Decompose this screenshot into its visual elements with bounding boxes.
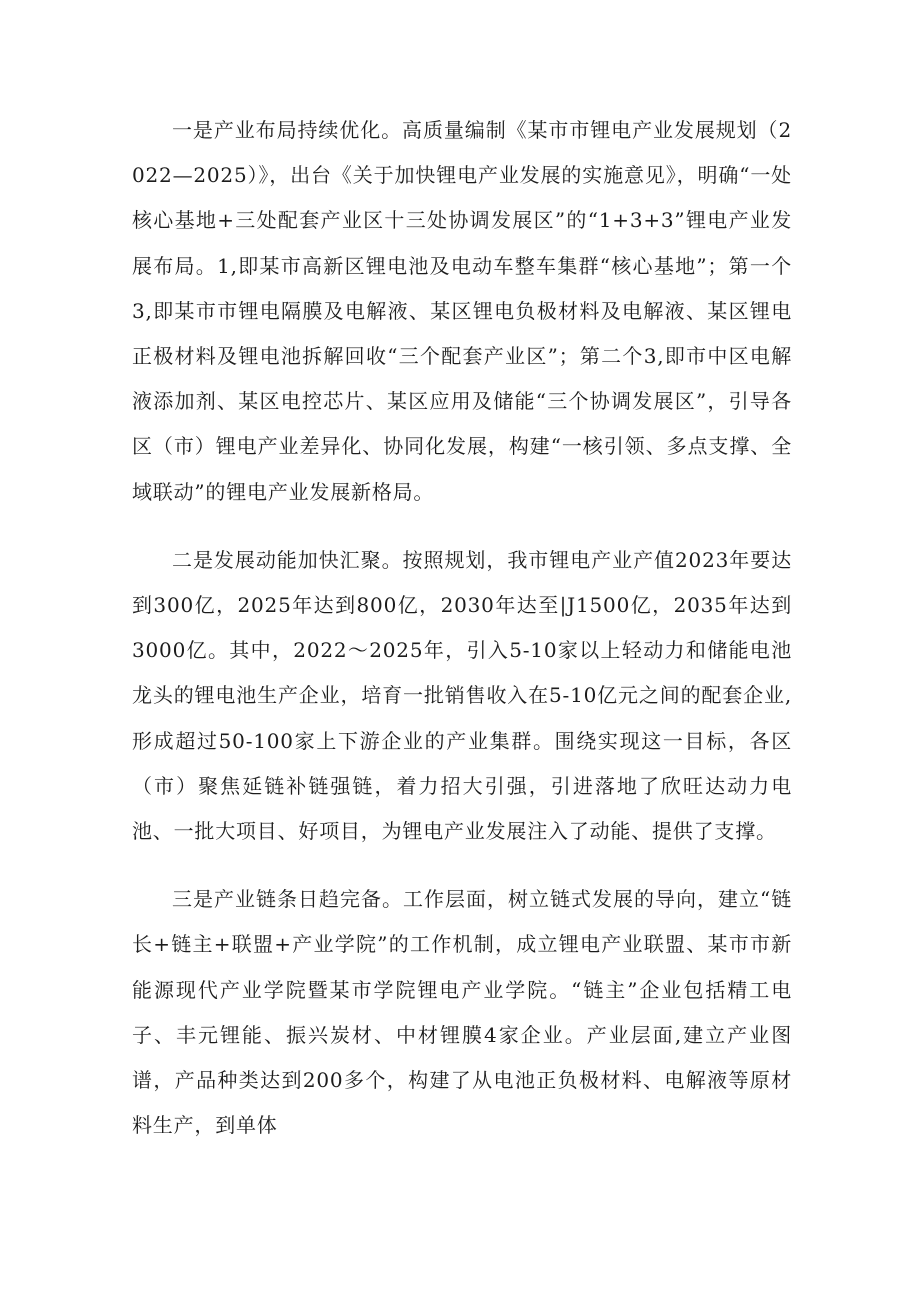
paragraph-development-momentum: 二是发展动能加快汇聚。按照规划，我市锂电产业产值2023年要达到300亿，2025年达到800亿，2030年达至|J1500亿，2035年达到3000亿。其中，2022～2025年，引入5-10家以上轻动力和储能电池龙头的锂电池生产企业，培育一批销售收入在5-10亿元之间的配套企业,形成超过50-100家上下游企业的产业集群。围绕实现这一目标，各区（市）聚焦延链补链强链，着力招大引强，引进落地了欣旺达动力电池、一批大项目、好项目，为锂电产业发展注入了动能、提供了支撑。 (132, 547, 792, 844)
paragraph-industry-chain: 三是产业链条日趋完备。工作层面，树立链式发展的导向，建立“链长+链主+联盟+产业学院”的工作机制，成立锂电产业联盟、某市市新能源现代产业学院暨某市学院锂电产业学院。“链主”企业包括精工电子、丰元锂能、振兴炭材、中材锂膜4家企业。产业层面,建立产业图谱，产品种类达到200多个，构建了从电池正负极材料、电解液等原材料生产，到单体 (132, 887, 792, 1138)
document-body (132, 108, 792, 1148)
paragraph-industry-layout: 一是产业布局持续优化。高质量编制《某市市锂电产业发展规划（2022—2025）》，出台《关于加快锂电产业发展的实施意见》，明确“一处核心基地+三处配套产业区十三处协调发展区”的“1+3+3”锂电产业发展布局。1,即某市高新区锂电池及电动车整车集群“核心基地”；第一个3,即某市市锂电隔膜及电解液、某区锂电负极材料及电解液、某区锂电正极材料及锂电池拆解回收“三个配套产业区”；第二个3,即市中区电解液添加剂、某区电控芯片、某区应用及储能“三个协调发展区”，引导各区（市）锂电产业差异化、协同化发展，构建“一核引领、多点支撑、全域联动”的锂电产业发展新格局。 (132, 118, 792, 504)
